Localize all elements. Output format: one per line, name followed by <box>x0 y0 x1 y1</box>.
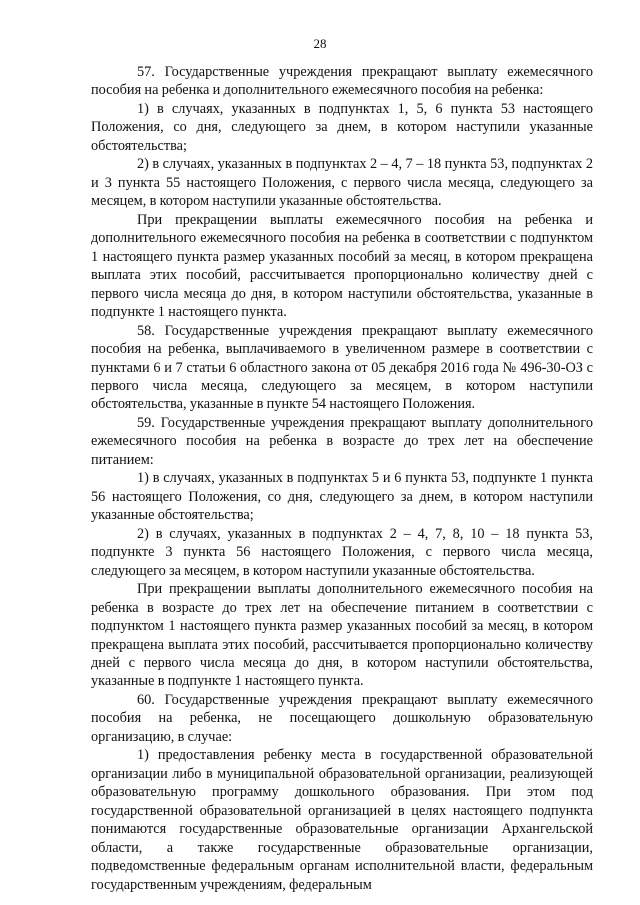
document-body <box>91 63 593 894</box>
paragraph-57: 57. Государственные учреждения прекращают выплату ежемесячного пособия на ребенка и дополнительного ежемесячного пособия на ребенка: <box>91 64 593 99</box>
paragraph-60: 60. Государственные учреждения прекращают выплату ежемесячного пособия на ребенка, не посещающего дошкольную образовательную организацию, в случае: <box>91 691 593 745</box>
paragraph-57-item-1: 1) в случаях, указанных в подпунктах 1, 5, 6 пункта 53 настоящего Положения, со дня, следующего за днем, в котором наступили указанные обстоятельства; <box>91 100 593 154</box>
paragraph-60-item-1: 1) предоставления ребенку места в государственной образовательной организации либо в муниципальной образовательной организации, реализующей образовательную программу дошкольного образования. При этом под государственной образовательной организацией в целях настоящего подпункта понимаются государственные образовательные организации Архангельской области, а также государственные образовательные организации, подведомственные федеральным органам исполнительной власти, федеральным государственным учреждениям, федеральным <box>91 747 593 893</box>
paragraph-57-note: При прекращении выплаты ежемесячного пособия на ребенка и дополнительного ежемесячного пособия на ребенка в соответствии с подпунктом 1 настоящего пункта размер указанных пособий за месяц, в котором прекращена выплата этих пособий, рассчитывается пропорционально количеству дней с первого числа месяца до дня, в котором наступили обстоятельства, указанные в подпункте 1 настоящего пункта. <box>91 211 593 321</box>
paragraph-57-item-2: 2) в случаях, указанных в подпунктах 2 – 4, 7 – 18 пункта 53, подпунктах 2 и 3 пункта 55 настоящего Положения, с первого числа месяца, следующего за месяцем, в котором наступили указанные обстоятельства. <box>91 156 593 210</box>
paragraph-58: 58. Государственные учреждения прекращают выплату ежемесячного пособия на ребенка, выплачиваемого в увеличенном размере в соответствии с пунктами 6 и 7 статьи 6 областного закона от 05 декабря 2016 года № 496-30-ОЗ с первого числа месяца, следующего за месяцем, в котором наступили обстоятельства, указанные в пункте 54 настоящего Положения. <box>91 322 593 413</box>
page-number: 28 <box>313 36 327 51</box>
paragraph-59-item-1: 1) в случаях, указанных в подпунктах 5 и 6 пункта 53, подпункте 1 пункта 56 настоящего Положения, со дня, следующего за днем, в котором наступили указанные обстоятельства; <box>91 470 593 524</box>
paragraph-59: 59. Государственные учреждения прекращают выплату дополнительного ежемесячного пособия на ребенка в возрасте до трех лет на обеспечение питанием: <box>91 414 593 468</box>
paragraph-59-item-2: 2) в случаях, указанных в подпунктах 2 – 4, 7, 8, 10 – 18 пункта 53, подпункте 3 пункта 56 настоящего Положения, с первого числа месяца, следующего за месяцем, в котором наступили указанные обстоятельства. <box>91 525 593 579</box>
paragraph-59-note: При прекращении выплаты дополнительного ежемесячного пособия на ребенка в возрасте до трех лет на обеспечение питанием в соответствии с подпунктом 1 настоящего пункта размер указанных пособий за месяц, в котором прекращена выплата этих пособий, рассчитывается пропорционально количеству дней с первого числа месяца до дня, в котором наступили обстоятельства, указанные в подпункте 1 настоящего пункта. <box>91 581 593 690</box>
